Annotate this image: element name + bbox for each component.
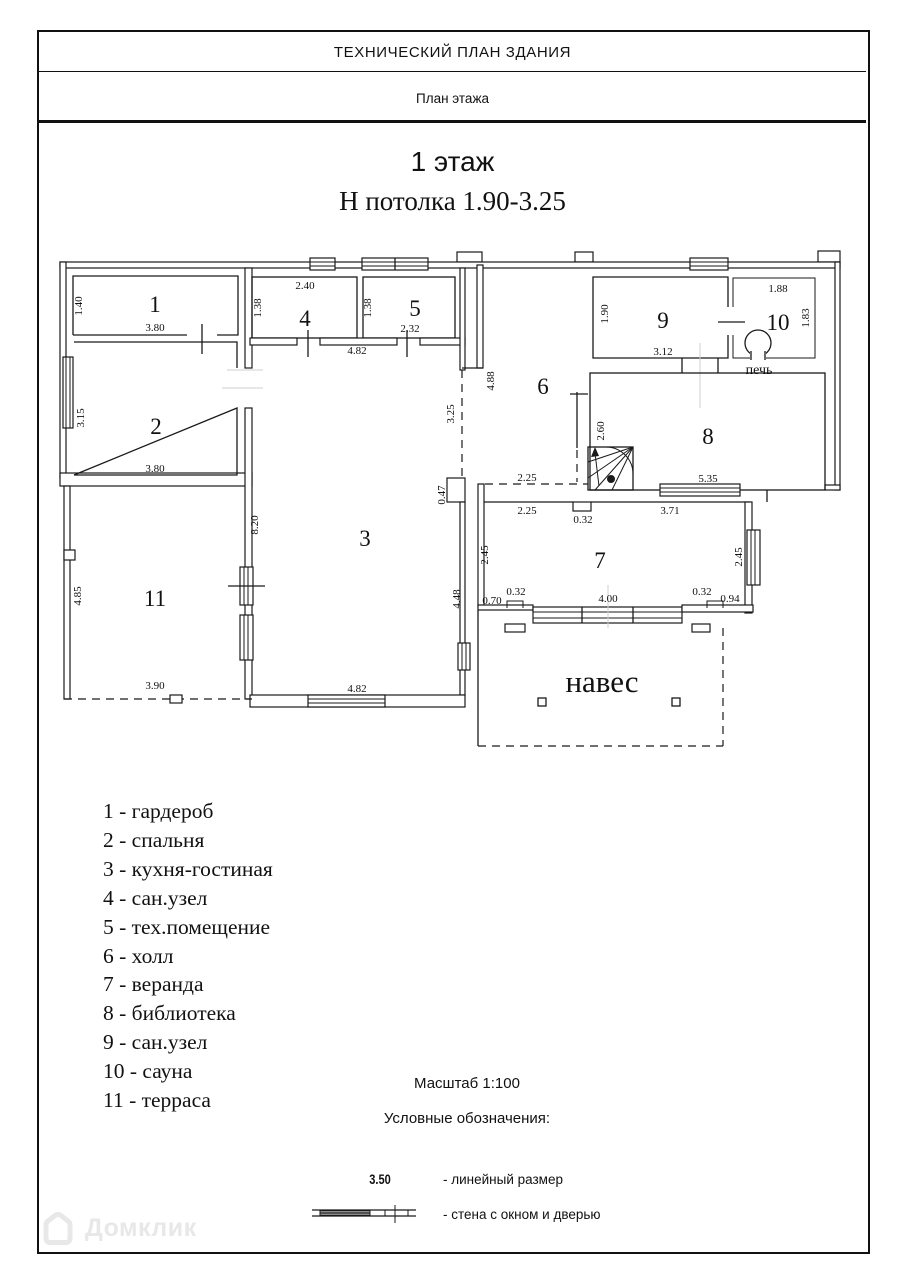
legend-item-1: 1 - гардероб <box>103 799 214 823</box>
stove-label: печь <box>745 363 773 378</box>
watermark-brand-text: Домклик <box>85 1213 197 1242</box>
dim-r3-h: 8.20 <box>249 515 261 535</box>
house-logo-icon <box>40 1208 76 1248</box>
floor-plan-drawing <box>50 248 860 768</box>
room-3-number: 3 <box>359 526 371 551</box>
dim-r3-seg2: 0.47 <box>436 485 448 505</box>
dim-r7-left: 2.45 <box>479 545 491 565</box>
room-2-walls <box>74 342 263 475</box>
dim-r2-h: 3.15 <box>75 408 87 428</box>
dim-r9-w: 3.12 <box>653 346 673 358</box>
room-8-number: 8 <box>702 424 714 449</box>
dim-r1-w: 3.80 <box>145 322 165 334</box>
room-6-number: 6 <box>537 374 549 399</box>
legend-item-2: 2 - спальня <box>103 827 205 852</box>
dim-r7-b3: 4.00 <box>598 593 618 605</box>
legend-item-6: 6 - холл <box>103 943 174 968</box>
canopy-label: навес <box>565 664 639 699</box>
dim-r1-h: 1.40 <box>73 296 85 316</box>
wall-pilasters <box>457 251 840 262</box>
legend-item-7: 7 - веранда <box>103 972 204 997</box>
room-7-number: 7 <box>594 548 606 573</box>
dim-r8-h: 2.60 <box>595 421 607 441</box>
room-9-walls <box>593 277 745 408</box>
document-title: ТЕХНИЧЕСКИЙ ПЛАН ЗДАНИЯ <box>333 44 572 61</box>
room-6-walls <box>462 265 588 484</box>
dim-r7-b2: 0.32 <box>506 586 526 598</box>
linear-dimension-example: 3.50 <box>369 1172 391 1187</box>
room-3-bottom-wall <box>250 695 465 707</box>
room-3-right-wall <box>447 268 470 695</box>
header-divider <box>39 71 866 72</box>
room-11-number: 11 <box>143 586 167 611</box>
legend-item-8: 8 - библиотека <box>103 1001 236 1026</box>
scale-block <box>312 1075 622 1145</box>
room-legend-list <box>103 797 273 1115</box>
room-5-number: 5 <box>409 296 421 321</box>
room-1-number: 1 <box>149 292 161 317</box>
wall-symbol-label: - стена с окном и дверью <box>443 1207 601 1222</box>
dim-r3-top: 4.82 <box>347 345 367 357</box>
scale-text: Масштаб 1:100 <box>414 1075 520 1092</box>
symbols-title: Условные обозначения: <box>383 1110 551 1127</box>
room-4-number: 4 <box>299 306 311 331</box>
floor-plan-svg <box>50 248 860 768</box>
dim-r9-h: 1.90 <box>599 304 611 324</box>
dim-r3-bottom: 4.82 <box>347 683 367 695</box>
legend-item-10: 10 - сауна <box>103 1059 193 1084</box>
legend-item-9: 9 - сан.узел <box>103 1030 208 1055</box>
room-10-number: 10 <box>766 310 790 335</box>
dim-r4-w: 2.40 <box>295 280 315 292</box>
room-2-number: 2 <box>150 414 162 439</box>
dim-r6-h: 4.88 <box>485 371 497 391</box>
dim-r7-top1: 2.25 <box>517 505 537 517</box>
dim-r10-h: 1.83 <box>800 308 812 328</box>
dim-r4-h: 1.38 <box>252 298 264 318</box>
linear-dimension-label: - линейный размер <box>443 1172 563 1187</box>
dim-r7-b1: 0.70 <box>482 595 502 607</box>
watermark <box>40 1208 197 1248</box>
dim-r2-w: 3.80 <box>145 463 165 475</box>
dim-r6-w: 2.25 <box>517 472 537 484</box>
header-thick-divider <box>39 120 866 123</box>
legend-item-4: 4 - сан.узел <box>103 885 208 910</box>
dim-r11-h: 4.85 <box>72 586 84 606</box>
dim-r11-w: 3.90 <box>145 680 165 692</box>
wall-symbol-svg <box>312 1205 416 1223</box>
dim-r3-seg1: 3.25 <box>445 404 457 424</box>
dim-r5-h: 1.38 <box>362 298 374 318</box>
wall-symbol-drawing <box>312 1205 416 1228</box>
dim-r7-b5: 0.94 <box>720 593 740 605</box>
dim-r10-w: 1.88 <box>768 283 788 295</box>
dim-r7-top3: 3.71 <box>660 505 680 517</box>
dim-r8-w: 5.35 <box>698 473 718 485</box>
dim-r3-seg3: 4.48 <box>451 589 463 609</box>
dim-r7-right: 2.45 <box>733 547 745 567</box>
legend-item-5: 5 - тех.помещение <box>103 914 271 939</box>
room-number-labels <box>144 292 790 611</box>
room-9-number: 9 <box>657 308 669 333</box>
floor-title: 1 этаж <box>410 146 495 177</box>
document-subtitle: План этажа <box>416 91 489 106</box>
dim-r5-w: 2.32 <box>400 323 420 335</box>
dim-r7-b4: 0.32 <box>692 586 712 598</box>
legend-item-11: 11 - терраса <box>103 1088 211 1113</box>
stair-symbol <box>588 447 633 490</box>
dim-r7-top2: 0.32 <box>573 514 593 526</box>
ceiling-height-title: Н потолка 1.90-3.25 <box>339 186 566 216</box>
legend-item-3: 3 - кухня-гостиная <box>103 856 273 881</box>
